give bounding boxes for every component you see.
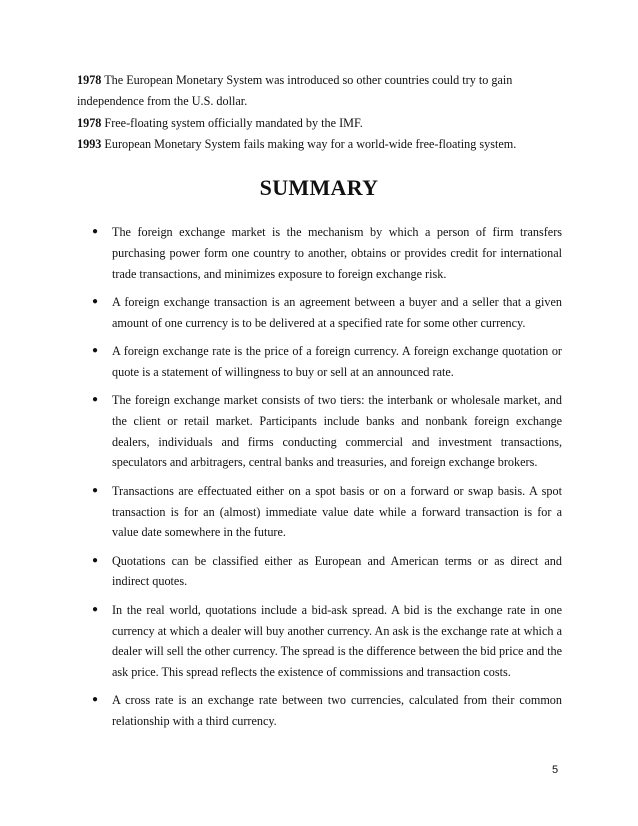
timeline-text: The European Monetary System was introduced so other countries could try to gain independence from the U.S. dollar.	[77, 73, 513, 109]
summary-item	[88, 551, 562, 593]
summary-item-text: A foreign exchange rate is the price of a foreign currency. A foreign exchange quotation or quote is a statement of willingness to buy or sell at an announced rate.	[112, 343, 562, 379]
page-number: 5	[552, 764, 559, 776]
timeline-text: Free-floating system officially mandated by the IMF.	[104, 115, 363, 130]
summary-item-text: A cross rate is an exchange rate between two currencies, calculated from their common relationship with a third currency.	[112, 693, 562, 729]
bullet-icon: ●	[92, 603, 99, 615]
bullet-icon: ●	[92, 694, 99, 706]
timeline-entry	[77, 113, 557, 134]
summary-item	[88, 222, 562, 284]
timeline-year: 1993	[77, 136, 102, 151]
summary-item-text: Quotations can be classified either as European and American terms or as direct and indirect quotes.	[112, 553, 562, 589]
bullet-icon: ●	[92, 394, 99, 406]
timeline-year: 1978	[77, 115, 102, 130]
summary-item-text: Transactions are effectuated either on a spot basis or on a forward or swap basis. A spot transaction is for an (almost) immediate value date while a forward transaction is for a value date somewhere in the future.	[112, 483, 562, 540]
summary-item	[88, 690, 562, 732]
summary-item-text: The foreign exchange market is the mechanism by which a person of firm transfers purchasing power form one country to another, obtains or provides credit for international trade transactions, and minimizes exposure to foreign exchange risk.	[112, 225, 562, 281]
summary-item-text: The foreign exchange market consists of two tiers: the interbank or wholesale market, and the client or retail market. Participants include banks and nonbank foreign exchange dealers, individuals and firms conducting commercial and investment transactions, speculators and arbitragers, central banks and treasuries, and foreign exchange brokers.	[112, 393, 562, 470]
summary-heading: SUMMARY	[259, 175, 379, 200]
summary-item	[88, 481, 562, 543]
summary-list	[88, 222, 562, 740]
timeline-entry	[77, 70, 557, 113]
summary-item-text: A foreign exchange transaction is an agreement between a buyer and a seller that a given amount of one currency is to be delivered at a specified rate for some other currency.	[112, 294, 562, 330]
bullet-icon: ●	[92, 484, 99, 496]
summary-item	[88, 292, 562, 334]
timeline-entry	[77, 134, 557, 155]
timeline-text: European Monetary System fails making way for a world-wide free-floating system.	[104, 136, 517, 151]
timeline-year: 1978	[77, 73, 102, 87]
summary-item	[88, 341, 562, 383]
summary-item	[88, 600, 562, 683]
bullet-icon: ●	[92, 295, 99, 307]
timeline-section	[77, 70, 557, 155]
bullet-icon: ●	[92, 554, 99, 566]
summary-item	[88, 390, 562, 473]
bullet-icon: ●	[92, 344, 99, 356]
summary-item-text: In the real world, quotations include a bid-ask spread. A bid is the exchange rate in one currency at which a dealer will buy another currency. An ask is the exchange rate at which a dealer will sell the other currency. The spread is the difference between the bid price and the ask price. This spread reflects the existence of commissions and transaction costs.	[112, 602, 562, 680]
bullet-icon: ●	[92, 226, 99, 237]
